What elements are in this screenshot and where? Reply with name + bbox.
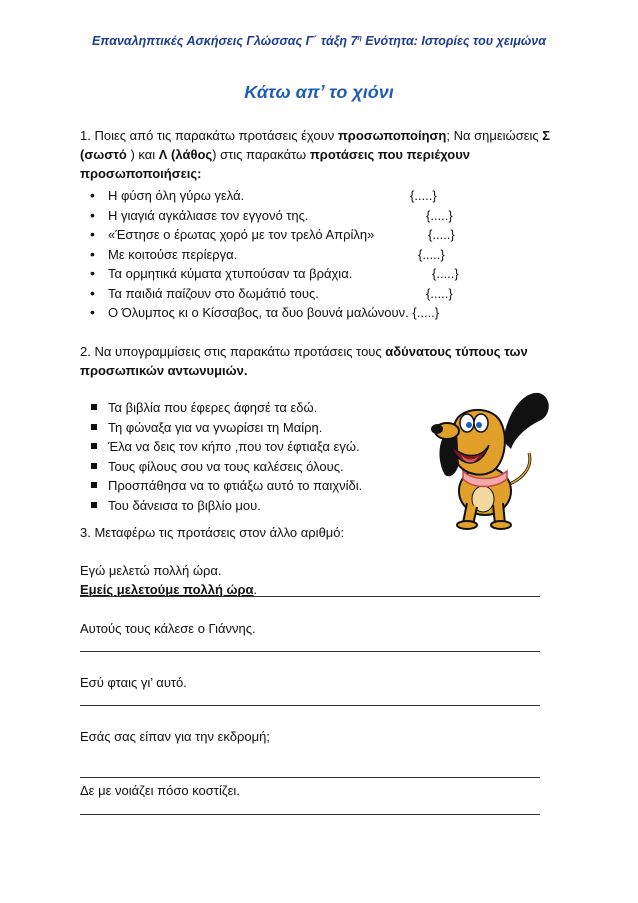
list-item: • Ο Όλυμπος κι ο Κίσσαβος, τα δυο βουνά μαλώνουν. {.....}	[80, 303, 570, 323]
answer-line[interactable]	[80, 651, 540, 652]
header-superscript: η	[357, 34, 362, 42]
answer-blank[interactable]: {.....}	[418, 246, 445, 262]
page-title: Κάτω απ’ το χιόνι	[244, 82, 394, 102]
answer-line[interactable]	[80, 814, 540, 815]
exercise-3-sentence: Δε με νοιάζει πόσο κοστίζει.	[80, 783, 240, 798]
answer-blank[interactable]: {.....}	[432, 266, 459, 281]
page-header	[0, 34, 638, 48]
exercise-2-list	[80, 398, 410, 515]
answer-blank[interactable]: {.....}	[412, 305, 440, 320]
list-item: Τους φίλους σου να τους καλέσεις όλους.	[80, 457, 410, 477]
exercise-3-answer: Εμείς μελετούμε πολλή ώρα.	[80, 582, 258, 597]
list-item: Τη φώναξα για να γνωρίσει τη Μαίρη.	[80, 418, 410, 438]
exercise-2-intro: 2. Να υπογραμμίσεις στις παρακάτω προτάσεις τους αδύνατους τύπους των προσωπικών αντωνυμιών.	[80, 344, 528, 378]
answer-line[interactable]	[80, 596, 540, 597]
answer-line[interactable]	[80, 777, 540, 778]
answer-blank[interactable]: {.....}	[426, 285, 453, 301]
list-item: • Με κοιτούσε περίεργα. {.....}	[80, 245, 570, 265]
list-item: • «Έστησε ο έρωτας χορό με τον τρελό Απρίλη» {.....}	[80, 225, 570, 245]
exercise-3-sentence: Αυτούς τους κάλεσε ο Γιάννης.	[80, 621, 256, 636]
list-item: Προσπάθησα να το φτιάξω αυτό το παιχνίδι.	[80, 476, 410, 496]
cartoon-dog-illustration	[415, 383, 555, 533]
exercise-3-sentence: Εσάς σας είπαν για την εκδρομή;	[80, 729, 270, 744]
list-item: • Η γιαγιά αγκάλιασε τον εγγονό της. {.....}	[80, 206, 570, 226]
answer-blank[interactable]: {.....}	[428, 227, 455, 242]
answer-blank[interactable]: {.....}	[426, 207, 453, 223]
list-item: • Η φύση όλη γύρω γελά. {.....}	[80, 186, 570, 206]
exercise-3-example: Εγώ μελετώ πολλή ώρα.	[80, 563, 222, 578]
answer-line[interactable]	[80, 705, 540, 706]
list-item: Του δάνεισα το βιβλίο μου.	[80, 496, 410, 516]
exercise-3-sentence: Εσύ φταις γι’ αυτό.	[80, 675, 187, 690]
header-text: Επαναληπτικές Ασκήσεις Γλώσσας Γ΄ τάξη 7	[91, 34, 358, 48]
list-item: Τα βιβλία που έφερες άφησέ τα εδώ.	[80, 398, 410, 418]
answer-blank[interactable]: {.....}	[410, 188, 437, 203]
exercise-1-list	[80, 186, 570, 323]
list-item: • Τα ορμητικά κύματα χτυπούσαν τα βράχια. {.....}	[80, 264, 570, 284]
header-unit: Ενότητα: Ιστορίες του χειμώνα	[361, 34, 547, 48]
exercise-3-intro: 3. Μεταφέρω τις προτάσεις στον άλλο αριθμό:	[80, 525, 345, 540]
list-item: • Τα παιδιά παίζουν στο δωμάτιό τους. {.....}	[80, 284, 570, 304]
list-item: Έλα να δεις τον κήπο ,που τον έφτιαξα εγώ.	[80, 437, 410, 457]
exercise-1-intro: 1. Ποιες από τις παρακάτω προτάσεις έχουν προσωποποίηση; Να σημειώσεις Σ (σωστό ) και Λ (λάθος) στις παρακάτω προτάσεις που περιέχουν προσωποποιήσεις:	[80, 128, 551, 181]
